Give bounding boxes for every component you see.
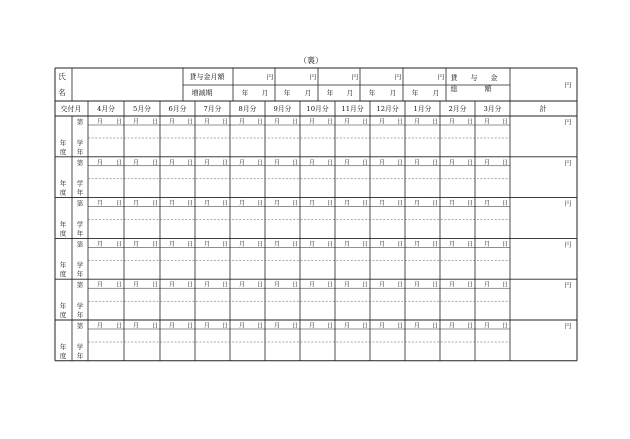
- block-month-4-4: 月: [238, 281, 246, 289]
- block-day-3-1: 日: [151, 240, 159, 248]
- block-month-1-4: 月: [238, 159, 246, 167]
- month-header-6: 10月分: [306, 105, 329, 113]
- month-header-1: 5月分: [133, 105, 151, 113]
- month-header-9: 1月分: [413, 105, 432, 113]
- block-month-0-9: 月: [413, 118, 421, 126]
- block-month-1-3: 月: [203, 159, 211, 167]
- block-day-1-11: 日: [501, 159, 509, 167]
- block-day-2-2: 日: [186, 200, 194, 208]
- block-nen-5: 年: [76, 351, 84, 360]
- block-day-1-5: 日: [291, 159, 299, 167]
- block-day-5-4: 日: [256, 322, 264, 330]
- block-month-4-9: 月: [413, 281, 421, 289]
- block-month-3-4: 月: [238, 240, 246, 248]
- block-day-3-4: 日: [256, 240, 264, 248]
- block-day-4-1: 日: [151, 281, 159, 289]
- month-header-8: 12月分: [376, 105, 399, 113]
- block-day-0-2: 日: [186, 118, 194, 126]
- block-month-2-1: 月: [132, 200, 140, 208]
- block-month-2-5: 月: [273, 200, 281, 208]
- block-month-1-2: 月: [168, 159, 176, 167]
- block-day-0-3: 日: [221, 118, 229, 126]
- loan-monthly-yen-4: 円: [394, 73, 402, 81]
- block-day-1-7: 日: [361, 159, 369, 167]
- block-day-2-10: 日: [466, 200, 474, 208]
- change-month-3: 月: [346, 89, 354, 97]
- block-month-5-10: 月: [448, 322, 456, 330]
- block-month-0-1: 月: [132, 118, 140, 126]
- block-month-5-11: 月: [483, 322, 491, 330]
- block-yen-1: 円: [564, 158, 572, 167]
- block-day-3-0: 日: [115, 240, 123, 248]
- change-month-4: 月: [389, 89, 397, 97]
- block-nendo-2-2: 度: [59, 229, 67, 238]
- block-month-0-0: 月: [96, 118, 104, 126]
- change-month-5: 月: [432, 89, 440, 97]
- block-month-5-0: 月: [96, 322, 104, 330]
- block-month-4-2: 月: [168, 281, 176, 289]
- block-nen-0: 年: [76, 147, 84, 156]
- block-day-5-5: 日: [291, 322, 299, 330]
- loan-monthly-label: 貸与金月額: [189, 73, 225, 81]
- table-labels: [58, 71, 572, 360]
- block-gaku-0: 学: [76, 138, 84, 147]
- loan-monthly-yen-2: 円: [309, 73, 317, 81]
- block-day-1-2: 日: [186, 159, 194, 167]
- block-month-0-8: 月: [378, 118, 386, 126]
- block-month-1-10: 月: [448, 159, 456, 167]
- block-day-1-0: 日: [115, 159, 123, 167]
- block-nendo-2-5: 度: [59, 351, 67, 360]
- block-month-2-0: 月: [96, 200, 104, 208]
- block-dai-1: 第: [76, 158, 84, 167]
- block-day-3-2: 日: [186, 240, 194, 248]
- block-day-3-8: 日: [396, 240, 404, 248]
- change-month-2: 月: [304, 89, 312, 97]
- block-nendo-2-1: 度: [59, 188, 67, 197]
- block-day-5-0: 日: [115, 322, 123, 330]
- block-day-3-3: 日: [221, 240, 229, 248]
- block-dai-3: 第: [76, 240, 84, 249]
- block-dai-2: 第: [76, 199, 84, 208]
- block-day-1-4: 日: [256, 159, 264, 167]
- block-month-1-1: 月: [132, 159, 140, 167]
- block-month-4-11: 月: [483, 281, 491, 289]
- block-month-2-4: 月: [238, 200, 246, 208]
- block-day-3-9: 日: [431, 240, 439, 248]
- block-day-3-10: 日: [466, 240, 474, 248]
- block-day-5-9: 日: [431, 322, 439, 330]
- block-day-2-6: 日: [326, 200, 334, 208]
- block-month-5-4: 月: [238, 322, 246, 330]
- month-header-5: 9月分: [273, 105, 292, 113]
- block-day-2-1: 日: [151, 200, 159, 208]
- block-month-5-3: 月: [203, 322, 211, 330]
- month-header-11: 3月分: [483, 105, 502, 113]
- block-month-4-7: 月: [343, 281, 351, 289]
- block-day-4-8: 日: [396, 281, 404, 289]
- block-month-0-11: 月: [483, 118, 491, 126]
- block-month-0-2: 月: [168, 118, 176, 126]
- block-day-4-6: 日: [326, 281, 334, 289]
- block-day-5-6: 日: [326, 322, 334, 330]
- block-day-4-0: 日: [115, 281, 123, 289]
- block-day-5-1: 日: [151, 322, 159, 330]
- loan-monthly-yen-3: 円: [351, 73, 359, 81]
- block-month-4-0: 月: [96, 281, 104, 289]
- block-month-0-4: 月: [238, 118, 246, 126]
- block-day-5-10: 日: [466, 322, 474, 330]
- block-month-0-3: 月: [203, 118, 211, 126]
- block-month-3-7: 月: [343, 240, 351, 248]
- block-nendo-2-4: 度: [59, 311, 67, 319]
- block-day-0-0: 日: [115, 118, 123, 126]
- block-dai-0: 第: [76, 118, 84, 126]
- total-loan-yen: 円: [564, 81, 572, 89]
- total-loan-label-b-0: 総: [450, 85, 458, 93]
- block-day-4-7: 日: [361, 281, 369, 289]
- block-dai-5: 第: [76, 322, 84, 330]
- block-month-4-5: 月: [273, 281, 281, 289]
- block-month-1-5: 月: [273, 159, 281, 167]
- block-day-0-11: 日: [501, 118, 509, 126]
- block-month-0-10: 月: [448, 118, 456, 126]
- block-day-4-2: 日: [186, 281, 194, 289]
- block-nendo-1-1: 年: [59, 179, 67, 188]
- month-header-0: 4月分: [97, 105, 115, 113]
- total-loan-label-a-0: 貸: [450, 74, 458, 82]
- block-month-1-8: 月: [378, 159, 386, 167]
- block-month-1-0: 月: [96, 159, 104, 167]
- block-nendo-1-3: 年: [59, 261, 67, 270]
- block-month-3-2: 月: [168, 240, 176, 248]
- month-header-4: 8月分: [238, 105, 257, 113]
- block-day-0-10: 日: [466, 118, 474, 126]
- month-header-7: 11月分: [341, 105, 364, 113]
- block-month-3-8: 月: [378, 240, 386, 248]
- block-month-5-6: 月: [308, 322, 316, 330]
- block-month-1-7: 月: [343, 159, 351, 167]
- month-header-10: 2月分: [448, 105, 467, 113]
- block-month-4-1: 月: [132, 281, 140, 289]
- block-day-1-3: 日: [221, 159, 229, 167]
- block-day-3-5: 日: [291, 240, 299, 248]
- block-month-5-9: 月: [413, 322, 421, 330]
- block-yen-4: 円: [564, 281, 572, 290]
- change-year-4: 年: [368, 89, 376, 97]
- issue-month-label: 交付月: [60, 105, 82, 113]
- block-day-5-2: 日: [186, 322, 194, 330]
- block-day-2-9: 日: [431, 200, 439, 208]
- block-month-3-1: 月: [132, 240, 140, 248]
- block-yen-0: 円: [564, 118, 572, 126]
- block-gaku-3: 学: [76, 261, 84, 270]
- loan-monthly-yen-1: 円: [266, 73, 274, 81]
- block-day-5-7: 日: [361, 322, 369, 330]
- block-nen-4: 年: [76, 311, 84, 319]
- block-day-2-8: 日: [396, 200, 404, 208]
- block-month-5-2: 月: [168, 322, 176, 330]
- block-day-1-6: 日: [326, 159, 334, 167]
- block-nendo-1-0: 年: [59, 138, 67, 147]
- block-nen-3: 年: [76, 270, 84, 279]
- block-month-2-11: 月: [483, 200, 491, 208]
- block-day-4-5: 日: [291, 281, 299, 289]
- block-month-3-11: 月: [483, 240, 491, 248]
- block-month-4-6: 月: [308, 281, 316, 289]
- name-label-bottom: 名: [58, 88, 66, 97]
- block-month-2-7: 月: [343, 200, 351, 208]
- block-nendo-1-2: 年: [59, 220, 67, 229]
- block-month-1-11: 月: [483, 159, 491, 167]
- block-month-3-6: 月: [308, 240, 316, 248]
- block-gaku-2: 学: [76, 220, 84, 229]
- change-year-2: 年: [283, 89, 291, 97]
- block-day-4-3: 日: [221, 281, 229, 289]
- block-day-1-8: 日: [396, 159, 404, 167]
- block-nendo-1-5: 年: [59, 342, 67, 351]
- block-gaku-1: 学: [76, 179, 84, 188]
- block-day-0-5: 日: [291, 118, 299, 126]
- block-day-0-8: 日: [396, 118, 404, 126]
- block-month-4-8: 月: [378, 281, 386, 289]
- block-day-0-6: 日: [326, 118, 334, 126]
- block-month-3-3: 月: [203, 240, 211, 248]
- block-month-2-3: 月: [203, 200, 211, 208]
- block-dai-4: 第: [76, 281, 84, 290]
- block-month-2-6: 月: [308, 200, 316, 208]
- block-day-3-7: 日: [361, 240, 369, 248]
- change-month-1: 月: [261, 89, 269, 97]
- block-day-2-4: 日: [256, 200, 264, 208]
- block-day-0-1: 日: [151, 118, 159, 126]
- block-month-3-9: 月: [413, 240, 421, 248]
- block-day-4-11: 日: [501, 281, 509, 289]
- block-gaku-5: 学: [76, 342, 84, 351]
- block-day-1-9: 日: [431, 159, 439, 167]
- block-month-5-7: 月: [343, 322, 351, 330]
- block-month-2-8: 月: [378, 200, 386, 208]
- block-day-5-11: 日: [501, 322, 509, 330]
- block-month-5-8: 月: [378, 322, 386, 330]
- change-year-3: 年: [326, 89, 334, 97]
- block-month-0-5: 月: [273, 118, 281, 126]
- block-nendo-2-0: 度: [59, 147, 67, 156]
- block-day-2-11: 日: [501, 200, 509, 208]
- block-nendo-1-4: 年: [59, 302, 67, 310]
- block-day-2-7: 日: [361, 200, 369, 208]
- block-month-0-7: 月: [343, 118, 351, 126]
- block-month-3-5: 月: [273, 240, 281, 248]
- block-month-2-2: 月: [168, 200, 176, 208]
- block-day-4-4: 日: [256, 281, 264, 289]
- block-month-3-10: 月: [448, 240, 456, 248]
- change-period-label: 増減期: [191, 89, 213, 97]
- block-month-5-1: 月: [132, 322, 140, 330]
- block-day-4-10: 日: [466, 281, 474, 289]
- block-yen-2: 円: [564, 199, 572, 208]
- block-day-0-7: 日: [361, 118, 369, 126]
- total-loan-label-a-1: 与: [470, 74, 478, 82]
- block-month-5-5: 月: [273, 322, 281, 330]
- block-nendo-2-3: 度: [59, 270, 67, 279]
- block-day-5-3: 日: [221, 322, 229, 330]
- block-month-3-0: 月: [96, 240, 104, 248]
- month-header-3: 7月分: [203, 105, 222, 113]
- block-day-5-8: 日: [396, 322, 404, 330]
- change-year-5: 年: [411, 89, 419, 97]
- block-month-0-6: 月: [308, 118, 316, 126]
- block-day-1-10: 日: [466, 159, 474, 167]
- block-month-1-9: 月: [413, 159, 421, 167]
- block-month-4-3: 月: [203, 281, 211, 289]
- total-header: 計: [539, 105, 547, 113]
- block-day-3-6: 日: [326, 240, 334, 248]
- block-day-0-9: 日: [431, 118, 439, 126]
- block-day-1-1: 日: [151, 159, 159, 167]
- block-day-4-9: 日: [431, 281, 439, 289]
- block-gaku-4: 学: [76, 302, 84, 310]
- loan-monthly-yen-5: 円: [437, 73, 445, 81]
- month-header-2: 6月分: [168, 105, 187, 113]
- block-month-1-6: 月: [308, 159, 316, 167]
- block-nen-2: 年: [76, 229, 84, 238]
- block-day-3-11: 日: [501, 240, 509, 248]
- block-yen-5: 円: [564, 322, 572, 330]
- page-title: （裏）: [299, 56, 323, 65]
- block-day-2-5: 日: [291, 200, 299, 208]
- block-day-2-0: 日: [115, 200, 123, 208]
- block-day-2-3: 日: [221, 200, 229, 208]
- block-yen-3: 円: [564, 240, 572, 249]
- block-month-2-10: 月: [448, 200, 456, 208]
- block-nen-1: 年: [76, 188, 84, 197]
- block-month-4-10: 月: [448, 281, 456, 289]
- total-loan-label-b-1: 額: [484, 85, 492, 93]
- change-year-1: 年: [241, 89, 249, 97]
- name-label-top: 氏: [58, 72, 66, 81]
- total-loan-label-a-2: 金: [490, 74, 498, 82]
- block-month-2-9: 月: [413, 200, 421, 208]
- block-day-0-4: 日: [256, 118, 264, 126]
